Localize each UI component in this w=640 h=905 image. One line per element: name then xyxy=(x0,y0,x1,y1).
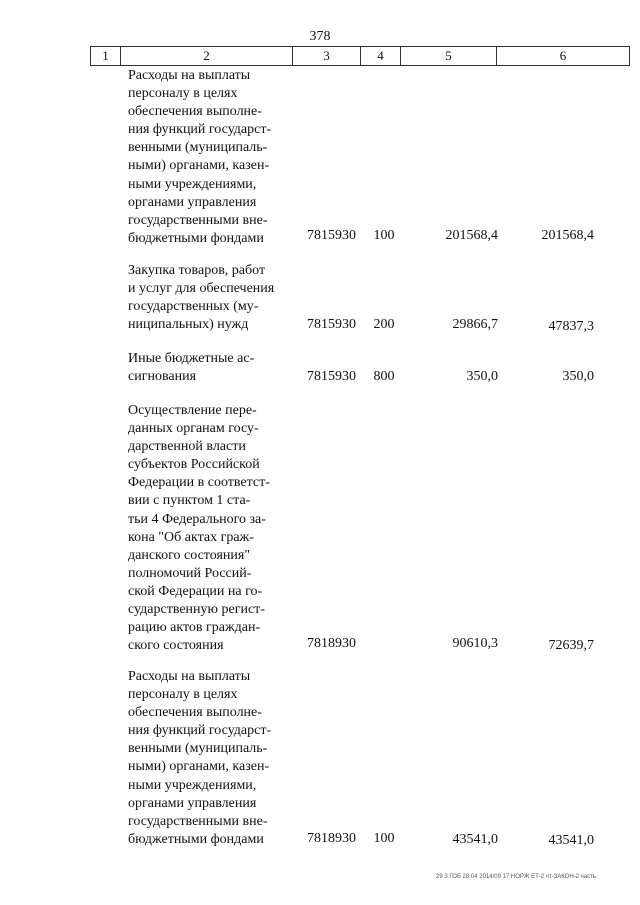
row-sum-1: 43541,0 xyxy=(452,832,498,847)
column-header-1: 1 xyxy=(90,47,120,65)
row-type: 800 xyxy=(373,369,395,384)
row-description: Закупка товаров, работ и услуг для обеспечения государственных (му- ниципальных) нужд xyxy=(128,263,275,333)
row-sum-1: 350,0 xyxy=(466,369,498,384)
row-type: 200 xyxy=(373,317,395,332)
row-sum-2: 47837,3 xyxy=(548,319,594,334)
row-description: Расходы на выплаты персоналу в целях обеспечения выполне- ния функций государст- венными (муниципаль- ными) органами, казен- ными учреждениями, органами управления государственными вне- бюджетными фондами xyxy=(128,68,272,246)
row-code: 7818930 xyxy=(307,831,356,846)
row-code: 7815930 xyxy=(307,228,356,243)
row-description: Иные бюджетные ас- сигнования xyxy=(128,351,255,385)
column-header-4: 4 xyxy=(360,47,400,65)
table-header-row xyxy=(90,46,630,66)
column-header-3: 3 xyxy=(292,47,360,65)
row-sum-2: 43541,0 xyxy=(548,833,594,848)
row-sum-2: 201568,4 xyxy=(541,228,594,243)
row-sum-2: 72639,7 xyxy=(548,638,594,653)
row-sum-1: 90610,3 xyxy=(452,636,498,651)
column-header-6: 6 xyxy=(496,47,630,65)
page-number: 378 xyxy=(309,29,331,44)
row-sum-1: 29866,7 xyxy=(452,317,498,332)
column-header-5: 5 xyxy=(400,47,496,65)
row-type: 100 xyxy=(373,228,395,243)
row-sum-2: 350,0 xyxy=(562,369,594,384)
row-code: 7815930 xyxy=(307,317,356,332)
row-code: 7818930 xyxy=(307,636,356,651)
row-description: Расходы на выплаты персоналу в целях обеспечения выполне- ния функций государст- венными (муниципаль- ными) органами, казен- ными учреждениями, органами управления государственными вне- бюджетными фондами xyxy=(128,669,272,847)
row-sum-1: 201568,4 xyxy=(445,228,498,243)
row-code: 7815930 xyxy=(307,369,356,384)
row-description: Осуществление пере- данных органам госу- дарственной власти субъектов Российской Федерации в соответст- вии с пунктом 1 ста- тьи 4 Федерального за- кона "Об актах граж- данского состояния" полномочий Россий- ской Федерации на го- сударственную регист- рацию актов граждан- ского состояния xyxy=(128,403,270,654)
row-type: 100 xyxy=(373,831,395,846)
footer-file-note: 29 3 ГОБ 28 04 2014/09 17 НОРЖ ЕТ-2 чт-ЗАКОН-2 часть xyxy=(436,874,596,880)
column-header-2: 2 xyxy=(120,47,292,65)
